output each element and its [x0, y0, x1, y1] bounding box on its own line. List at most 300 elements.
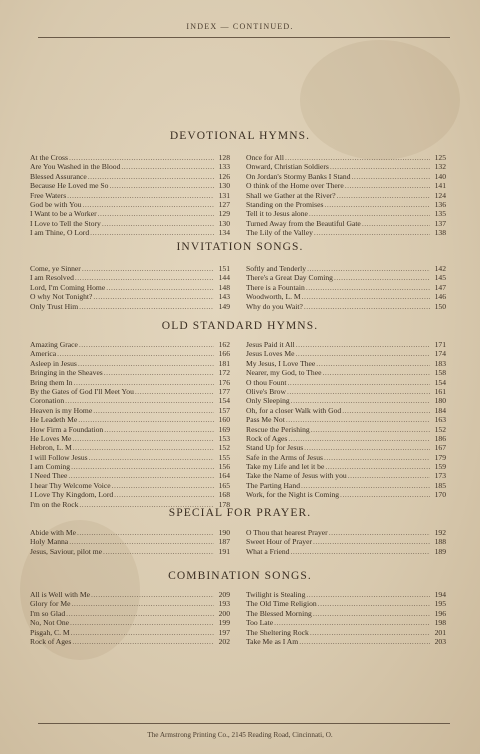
- dot-leader: [288, 434, 430, 443]
- hymn-title: Take the Name of Jesus with you: [246, 471, 347, 481]
- dot-leader: [313, 537, 430, 546]
- page-number: 129: [218, 209, 230, 219]
- index-entry: [30, 191, 230, 200]
- hymn-title: There's a Great Day Coming: [246, 273, 333, 283]
- page-number: 136: [434, 199, 446, 209]
- hymn-title: Bringing in the Sheaves: [30, 368, 103, 378]
- page-number: 137: [434, 218, 446, 228]
- index-entry: [246, 628, 446, 637]
- hymn-title: I hear Thy Welcome Voice: [30, 480, 111, 490]
- dot-leader: [340, 490, 430, 499]
- dot-leader: [93, 406, 214, 415]
- dot-leader: [285, 153, 430, 162]
- page-number: 188: [434, 537, 446, 547]
- combination-left-column: [30, 590, 230, 646]
- hymn-title: I will Follow Jesus: [30, 452, 88, 462]
- page-number: 128: [218, 153, 230, 162]
- index-entry: [30, 283, 230, 292]
- dot-leader: [98, 209, 214, 218]
- hymn-title: Stand Up for Jesus: [246, 443, 304, 453]
- dot-leader: [69, 153, 214, 162]
- dot-leader: [135, 387, 214, 396]
- hymn-title: By the Gates of God I'll Meet You: [30, 386, 134, 396]
- page-number: 203: [434, 636, 446, 646]
- page-number: 142: [434, 264, 446, 273]
- dot-leader: [104, 425, 214, 434]
- hymn-title: Because He Loved me So: [30, 181, 109, 191]
- dot-leader: [57, 349, 214, 358]
- hymn-title: I'm so Glad: [30, 608, 66, 618]
- index-entry: [246, 609, 446, 618]
- dot-leader: [68, 471, 214, 480]
- dot-leader: [286, 415, 430, 424]
- running-head: INDEX — CONTINUED.: [186, 22, 294, 31]
- index-entry: [30, 387, 230, 396]
- page-number: 165: [218, 480, 230, 490]
- dot-leader: [304, 302, 430, 311]
- page-number: 190: [218, 528, 230, 537]
- dot-leader: [296, 349, 430, 358]
- page-number: 124: [434, 190, 446, 200]
- index-entry: [30, 637, 230, 646]
- dot-leader: [309, 209, 430, 218]
- index-entry: [246, 302, 446, 311]
- page-number: 196: [434, 608, 446, 618]
- index-entry: [246, 368, 446, 377]
- page-number: 202: [218, 636, 230, 646]
- footer-rule: [38, 723, 450, 724]
- dot-leader: [288, 378, 430, 387]
- page-number: 161: [434, 386, 446, 396]
- dot-leader: [114, 490, 214, 499]
- page-number: 172: [218, 368, 230, 378]
- hymn-title: Tell it to Jesus alone: [246, 209, 308, 219]
- page-number: 189: [434, 546, 446, 556]
- dot-leader: [348, 471, 430, 480]
- index-entry: [30, 200, 230, 209]
- index-entry: [30, 528, 230, 537]
- page-number: 174: [434, 349, 446, 359]
- hymn-title: O thou Fount: [246, 377, 287, 387]
- invitation-left-column: [30, 264, 230, 311]
- hymn-title: What a Friend: [246, 546, 290, 556]
- index-entry: [246, 172, 446, 181]
- index-entry: [246, 618, 446, 627]
- hymn-title: Standing on the Promises: [246, 199, 324, 209]
- hymn-title: Heaven is my Home: [30, 405, 93, 415]
- dot-leader: [89, 453, 214, 462]
- dot-leader: [66, 609, 214, 618]
- hymn-title: Twilight is Stealing: [246, 590, 306, 599]
- page-number: 130: [218, 218, 230, 228]
- hymn-title: Jesus Paid it All: [246, 340, 295, 349]
- dot-leader: [310, 628, 430, 637]
- page-number: 200: [218, 608, 230, 618]
- index-entry: [30, 349, 230, 358]
- section-title-devotional: DEVOTIONAL HYMNS.: [169, 130, 311, 142]
- hymn-title: I am Resolved: [30, 273, 74, 283]
- hymn-title: All is Well with Me: [30, 590, 90, 599]
- dot-leader: [78, 415, 214, 424]
- page-number: 183: [434, 358, 446, 368]
- index-entry: [246, 481, 446, 490]
- dot-leader: [313, 609, 430, 618]
- index-entry: [30, 406, 230, 415]
- hymn-title: Take my Life and let it be: [246, 462, 325, 472]
- page-number: 154: [218, 396, 230, 406]
- index-entry: [246, 547, 446, 556]
- hymn-title: I Love to Tell the Story: [30, 218, 101, 228]
- dot-leader: [88, 172, 214, 181]
- page-number: 144: [218, 273, 230, 283]
- index-entry: [30, 181, 230, 190]
- dot-leader: [109, 181, 214, 190]
- dot-leader: [304, 443, 430, 452]
- dot-leader: [72, 599, 215, 608]
- index-entry: [30, 302, 230, 311]
- hymn-title: Coronation: [30, 396, 65, 406]
- index-entry: [246, 387, 446, 396]
- index-entry: [246, 349, 446, 358]
- hymn-title: America: [30, 349, 57, 359]
- page-number: 132: [434, 162, 446, 172]
- prayer-right-column: [246, 528, 446, 556]
- index-entry: [30, 172, 230, 181]
- page-number: 159: [434, 462, 446, 472]
- hymn-title: O think of the Home over There: [246, 181, 344, 191]
- hymn-title: Jesus, Saviour, pilot me: [30, 546, 103, 556]
- index-entry: [30, 340, 230, 349]
- page-number: 181: [218, 358, 230, 368]
- hymn-title: I am Coming: [30, 462, 71, 472]
- index-entry: [30, 590, 230, 599]
- hymn-title: The Lily of the Valley: [246, 228, 313, 238]
- page-number: 168: [218, 490, 230, 500]
- page-number: 150: [434, 301, 446, 311]
- dot-leader: [72, 637, 214, 646]
- page-number: 151: [218, 264, 230, 273]
- index-entry: [246, 471, 446, 480]
- dot-leader: [72, 434, 214, 443]
- devotional-right-column: [246, 153, 446, 238]
- index-entry: [246, 537, 446, 546]
- dot-leader: [78, 359, 214, 368]
- hymn-title: I Want to be a Worker: [30, 209, 97, 219]
- dot-leader: [70, 618, 214, 627]
- dot-leader: [102, 219, 214, 228]
- dot-leader: [103, 547, 214, 556]
- hymn-title: I am Thine, O Lord: [30, 228, 90, 238]
- dot-leader: [334, 273, 430, 282]
- index-entry: [246, 443, 446, 452]
- page-number: 152: [218, 443, 230, 453]
- index-entry: [246, 153, 446, 162]
- hymn-title: God be with You: [30, 199, 82, 209]
- page-number: 157: [218, 405, 230, 415]
- dot-leader: [75, 273, 214, 282]
- hymn-title: Olive's Brow: [246, 386, 286, 396]
- dot-leader: [329, 528, 430, 537]
- page-number: 198: [434, 618, 446, 628]
- hymn-title: Hebron, L. M: [30, 443, 72, 453]
- dot-leader: [82, 200, 214, 209]
- index-entry: [246, 415, 446, 424]
- printer-imprint: The Armstrong Printing Co., 2145 Reading Road, Cincinnati, O.: [147, 731, 333, 739]
- page-number: 162: [218, 340, 230, 349]
- index-entry: [30, 599, 230, 608]
- index-entry: [30, 396, 230, 405]
- dot-leader: [74, 378, 214, 387]
- hymn-title: On Jordan's Stormy Banks I Stand: [246, 171, 351, 181]
- hymn-title: Safe in the Arms of Jesus: [246, 452, 323, 462]
- index-entry: [30, 471, 230, 480]
- old-standard-left-column: [30, 340, 230, 509]
- dot-leader: [345, 181, 430, 190]
- hymn-title: Asleep in Jesus: [30, 358, 77, 368]
- page-number: 154: [434, 377, 446, 387]
- page-number: 135: [434, 209, 446, 219]
- dot-leader: [322, 368, 430, 377]
- index-entry: [246, 273, 446, 282]
- hymn-title: Shall we Gather at the River?: [246, 190, 336, 200]
- index-entry: [30, 209, 230, 218]
- hymn-title: How Firm a Foundation: [30, 424, 104, 434]
- hymn-title: Woodworth, L. M: [246, 292, 301, 302]
- old-standard-right-column: [246, 340, 446, 500]
- index-entry: [246, 181, 446, 190]
- dot-leader: [362, 219, 430, 228]
- page-number: 180: [434, 396, 446, 406]
- hymn-title: I Need Thee: [30, 471, 68, 481]
- hymn-title: I'm on the Rock: [30, 499, 79, 509]
- index-entry: [30, 368, 230, 377]
- index-entry: [246, 599, 446, 608]
- hymn-title: Lord, I'm Coming Home: [30, 282, 106, 292]
- page-number: 169: [218, 424, 230, 434]
- index-entry: [30, 219, 230, 228]
- index-entry: [246, 209, 446, 218]
- index-entry: [30, 490, 230, 499]
- combination-right-column: [246, 590, 446, 646]
- page-number: 134: [218, 228, 230, 238]
- index-entry: [246, 340, 446, 349]
- hymn-title: O Thou that hearest Prayer: [246, 528, 328, 537]
- index-entry: [30, 481, 230, 490]
- index-entry: [246, 434, 446, 443]
- page-number: 156: [218, 462, 230, 472]
- page-number: 125: [434, 153, 446, 162]
- index-entry: [30, 609, 230, 618]
- dot-leader: [314, 228, 430, 237]
- hymn-title: Nearer, my God, to Thee: [246, 368, 322, 378]
- hymn-title: He Leadeth Me: [30, 415, 78, 425]
- dot-leader: [71, 628, 214, 637]
- dot-leader: [73, 443, 214, 452]
- hymn-title: There is a Fountain: [246, 282, 305, 292]
- page-number: 184: [434, 405, 446, 415]
- hymn-title: Bring them In: [30, 377, 73, 387]
- dot-leader: [90, 228, 214, 237]
- index-entry: [246, 191, 446, 200]
- index-entry: [246, 228, 446, 237]
- index-entry: [30, 462, 230, 471]
- hymn-title: Rescue the Perishing: [246, 424, 310, 434]
- hymn-title: Oh, for a closer Walk with God: [246, 405, 342, 415]
- dot-leader: [79, 302, 214, 311]
- index-entry: [30, 547, 230, 556]
- index-entry: [30, 264, 230, 273]
- dot-leader: [82, 264, 214, 273]
- hymn-title: Holy Manna: [30, 537, 69, 547]
- page-number: 130: [218, 181, 230, 191]
- hymn-title: Pass Me Not: [246, 415, 285, 425]
- page-number: 149: [218, 301, 230, 311]
- index-entry: [30, 453, 230, 462]
- dot-leader: [306, 590, 430, 599]
- hymn-title: Free Waters: [30, 190, 67, 200]
- index-entry: [246, 162, 446, 171]
- page-number: 187: [218, 537, 230, 547]
- page-number: 131: [218, 190, 230, 200]
- hymn-title: Too Late: [246, 618, 274, 628]
- index-entry: [30, 273, 230, 282]
- page-number: 141: [434, 181, 446, 191]
- hymn-title: The Blessed Morning: [246, 608, 312, 618]
- hymn-title: Glory for Me: [30, 599, 71, 609]
- hymn-title: Once for All: [246, 153, 284, 162]
- page-number: 193: [218, 599, 230, 609]
- index-entry: [30, 292, 230, 301]
- paper-stain: [300, 40, 460, 160]
- dot-leader: [93, 292, 214, 301]
- hymn-title: Work, for the Night is Coming: [246, 490, 340, 500]
- dot-leader: [290, 547, 430, 556]
- page-number: 145: [434, 273, 446, 283]
- page-number: 138: [434, 228, 446, 238]
- hymn-title: Only Trust Him: [30, 301, 79, 311]
- page-number: 127: [218, 199, 230, 209]
- dot-leader: [302, 292, 430, 301]
- index-entry: [246, 359, 446, 368]
- dot-leader: [330, 162, 430, 171]
- section-title-invitation: INVITATION SONGS.: [176, 241, 304, 253]
- dot-leader: [324, 453, 430, 462]
- page-number: 173: [434, 471, 446, 481]
- hymn-title: Only Sleeping: [246, 396, 290, 406]
- hymn-title: Take Me as I Am: [246, 636, 299, 646]
- page-number: 192: [434, 528, 446, 537]
- index-entry: [246, 462, 446, 471]
- dot-leader: [104, 368, 214, 377]
- hymn-title: Turned Away from the Beautiful Gate: [246, 218, 361, 228]
- dot-leader: [318, 599, 430, 608]
- dot-leader: [352, 172, 430, 181]
- page-number: 158: [434, 368, 446, 378]
- dot-leader: [299, 637, 430, 646]
- dot-leader: [112, 481, 214, 490]
- dot-leader: [342, 406, 430, 415]
- hymn-title: Softly and Tenderly: [246, 264, 307, 273]
- page-number: 194: [434, 590, 446, 599]
- page-number: 160: [218, 415, 230, 425]
- dot-leader: [91, 590, 214, 599]
- index-entry: [30, 378, 230, 387]
- index-entry: [30, 618, 230, 627]
- hymn-title: My Jesus, I Love Thee: [246, 358, 316, 368]
- index-entry: [30, 537, 230, 546]
- hymn-title: Onward, Christian Soldiers: [246, 162, 329, 172]
- hymn-title: Come, ye Sinner: [30, 264, 81, 273]
- page-number: 126: [218, 171, 230, 181]
- page-number: 153: [218, 433, 230, 443]
- hymn-title: I Love Thy Kingdom, Lord: [30, 490, 114, 500]
- dot-leader: [71, 462, 214, 471]
- page-number: 195: [434, 599, 446, 609]
- page-number: 209: [218, 590, 230, 599]
- page-number: 152: [434, 424, 446, 434]
- invitation-right-column: [246, 264, 446, 311]
- dot-leader: [291, 396, 430, 405]
- hymn-title: Why do you Wait?: [246, 301, 303, 311]
- index-entry: [30, 434, 230, 443]
- page-number: 148: [218, 282, 230, 292]
- hymn-title: Are You Washed in the Blood: [30, 162, 121, 172]
- index-entry: [30, 628, 230, 637]
- page-number: 191: [218, 546, 230, 556]
- index-entry: [30, 425, 230, 434]
- prayer-left-column: [30, 528, 230, 556]
- page-number: 155: [218, 452, 230, 462]
- index-entry: [246, 378, 446, 387]
- page-number: 147: [434, 282, 446, 292]
- dot-leader: [307, 264, 430, 273]
- dot-leader: [324, 200, 430, 209]
- index-entry: [246, 425, 446, 434]
- index-entry: [30, 415, 230, 424]
- index-entry: [246, 406, 446, 415]
- page-number: 133: [218, 162, 230, 172]
- dot-leader: [67, 191, 214, 200]
- hymn-title: Rock of Ages: [246, 433, 288, 443]
- index-entry: [246, 528, 446, 537]
- index-entry: [30, 443, 230, 452]
- page-number: 176: [218, 377, 230, 387]
- index-entry: [30, 153, 230, 162]
- dot-leader: [296, 340, 430, 349]
- dot-leader: [65, 396, 214, 405]
- index-entry: [246, 219, 446, 228]
- index-entry: [246, 264, 446, 273]
- dot-leader: [69, 537, 214, 546]
- hymn-title: The Parting Hand: [246, 480, 300, 490]
- page-number: 185: [434, 480, 446, 490]
- page-number: 170: [434, 490, 446, 500]
- page-number: 167: [434, 443, 446, 453]
- page-number: 201: [434, 627, 446, 637]
- page-number: 197: [218, 627, 230, 637]
- section-title-old-standard: OLD STANDARD HYMNS.: [161, 320, 319, 332]
- page-number: 140: [434, 171, 446, 181]
- dot-leader: [316, 359, 430, 368]
- index-entry: [246, 396, 446, 405]
- page-number: 166: [218, 349, 230, 359]
- dot-leader: [287, 387, 430, 396]
- index-entry: [246, 590, 446, 599]
- hymn-title: O why Not Tonight?: [30, 292, 93, 302]
- hymn-title: No, Not One: [30, 618, 70, 628]
- page-number: 171: [434, 340, 446, 349]
- page-number: 143: [218, 292, 230, 302]
